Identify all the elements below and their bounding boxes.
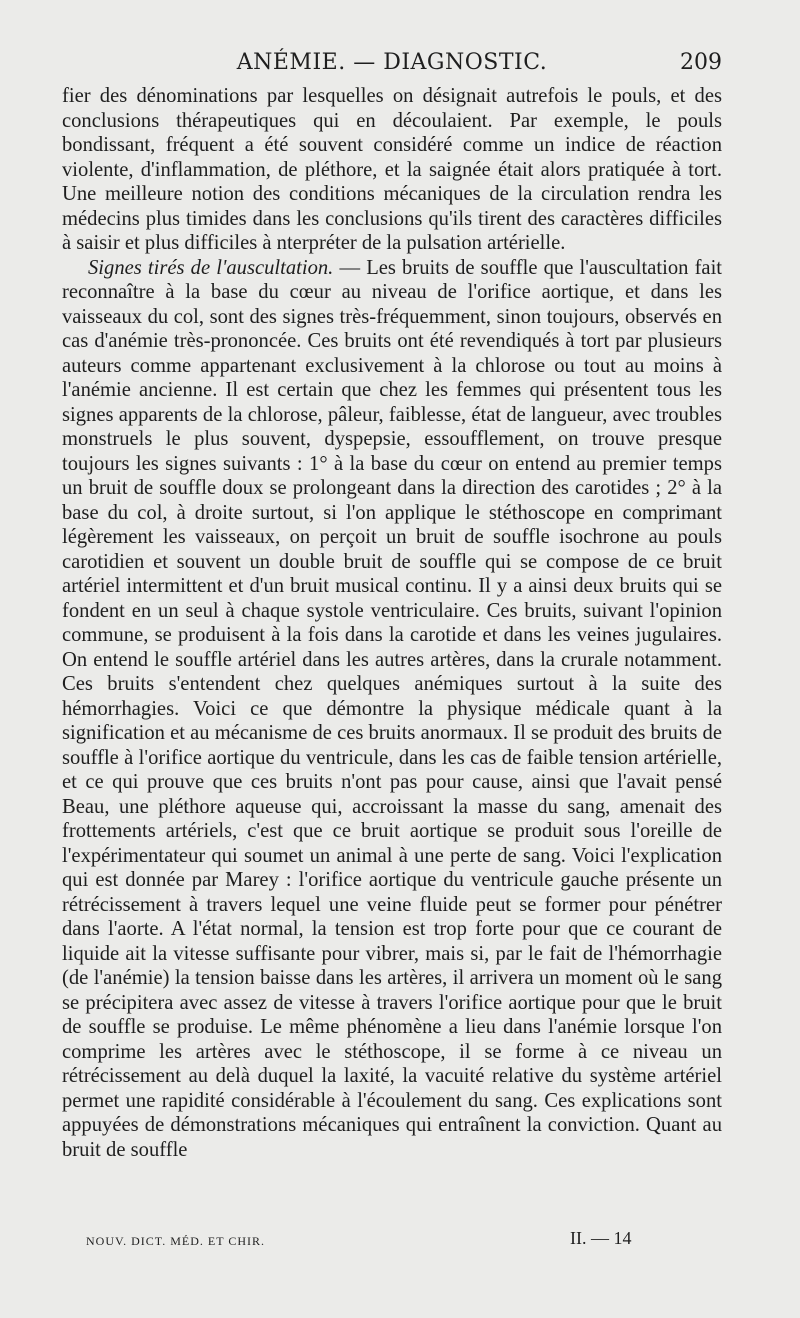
page-footer [86,1228,696,1258]
paragraph-1: fier des dénominations par lesquelles on désignait autrefois le pouls, et des conclusions thérapeutiques qui en découlaient. Par exemple, le pouls bondissant, fréquent a été souvent considéré comme un indice de réaction violente, d'inflammation, de pléthore, et la saignée était alors pratiquée à tort. Une meilleure notion des conditions mécaniques de la circulation rendra les médecins plus timides dans les conclusions qu'ils tirent des caractères difficiles à saisir et plus difficiles à nterpréter de la pulsation artérielle. [62,85,722,254]
section-heading: Signes tirés de l'auscultation. [88,256,334,279]
running-title: ANÉMIE. — DIAGNOSTIC. [236,50,548,75]
footer-sheet-number: II. — 14 [570,1228,632,1248]
paragraph-2-text: — Les bruits de souffle que l'auscultation fait reconnaître à la base du cœur au niveau de l'orifice aortique, et dans les vaisseaux du col, sont des signes très-fréquemment, sinon toujours, observés en cas d'anémie très-prononcée. Ces bruits ont été revendiqués à tort par plusieurs auteurs comme appartenant exclusivement à la chlorose ou tout au moins à l'anémie ancienne. Il est certain que chez les femmes qui présentent tous les signes apparents de la chlorose, pâleur, faiblesse, état de langueur, avec troubles monstruels le plus souvent, dyspepsie, essoufflement, on trouve presque toujours les signes suivants : 1° à la base du cœur on entend au premier temps un bruit de souffle doux se prolongeant dans la direction des carotides ; 2° à la base du col, à droite surtout, si l'on applique le stéthoscope en comprimant légèrement les vaisseaux, on perçoit un bruit de souffle isochrone au pouls carotidien et souvent un double bruit de souffle qui se compose de ce bruit artériel intermittent et d'un bruit musical continu. Il y a ainsi deux bruits qui se fondent en un seul à chaque systole ventriculaire. Ces bruits, suivant l'opinion commune, se produisent à la fois dans la carotide et dans les veines jugulaires. On entend le souffle artériel dans les autres artères, dans la crurale notamment. Ces bruits s'entendent chez quelques anémiques surtout à la suite des hémorrhagies. Voici ce que démontre la physique médicale quant à la signification et au mécanisme de ces bruits anormaux. Il se produit des bruits de souffle à l'orifice aortique du ventricule, dans les cas de faible tension artérielle, et ce qui prouve que ces bruits n'ont pas pour cause, ainsi que l'avait pensé Beau, une pléthore aqueuse qui, accroissant la masse du sang, amenait des frottements artériels, c'est que ce bruit aortique se produit sous l'oreille de l'expérimentateur qui soumet un animal à une perte de sang. Voici l'explication qui est donnée par Marey : l'orifice aortique du ventricule gauche présente un rétrécissement à travers lequel une veine fluide peut se former pour pénétrer dans l'aorte. A l'état normal, la tension est trop forte pour que ce courant de liquide ait la vitesse suffisante pour vibrer, mais si, par le fait de l'hémorrhagie (de l'anémie) la tension baisse dans les artères, il arrivera un moment où le sang se précipitera avec assez de vitesse à travers l'orifice aortique pour que le bruit de souffle se produise. Le même phénomène a lieu dans l'anémie lorsque l'on comprime les artères avec le stéthoscope, il se forme à ce niveau un rétrécissement au delà duquel la laxité, la vacuité relative du système artériel permet une rapidité considérable à l'écoulement du sang. Ces explications sont appuyées de démonstrations mécaniques qui entraînent la conviction. Quant au bruit de souffle [62,256,723,1161]
body-text [62,84,722,1162]
footer-signature: NOUV. DICT. MÉD. ET CHIR. [86,1234,266,1248]
page-header [62,46,722,86]
page-number: 209 [680,50,722,75]
paragraph-2 [62,256,722,1163]
